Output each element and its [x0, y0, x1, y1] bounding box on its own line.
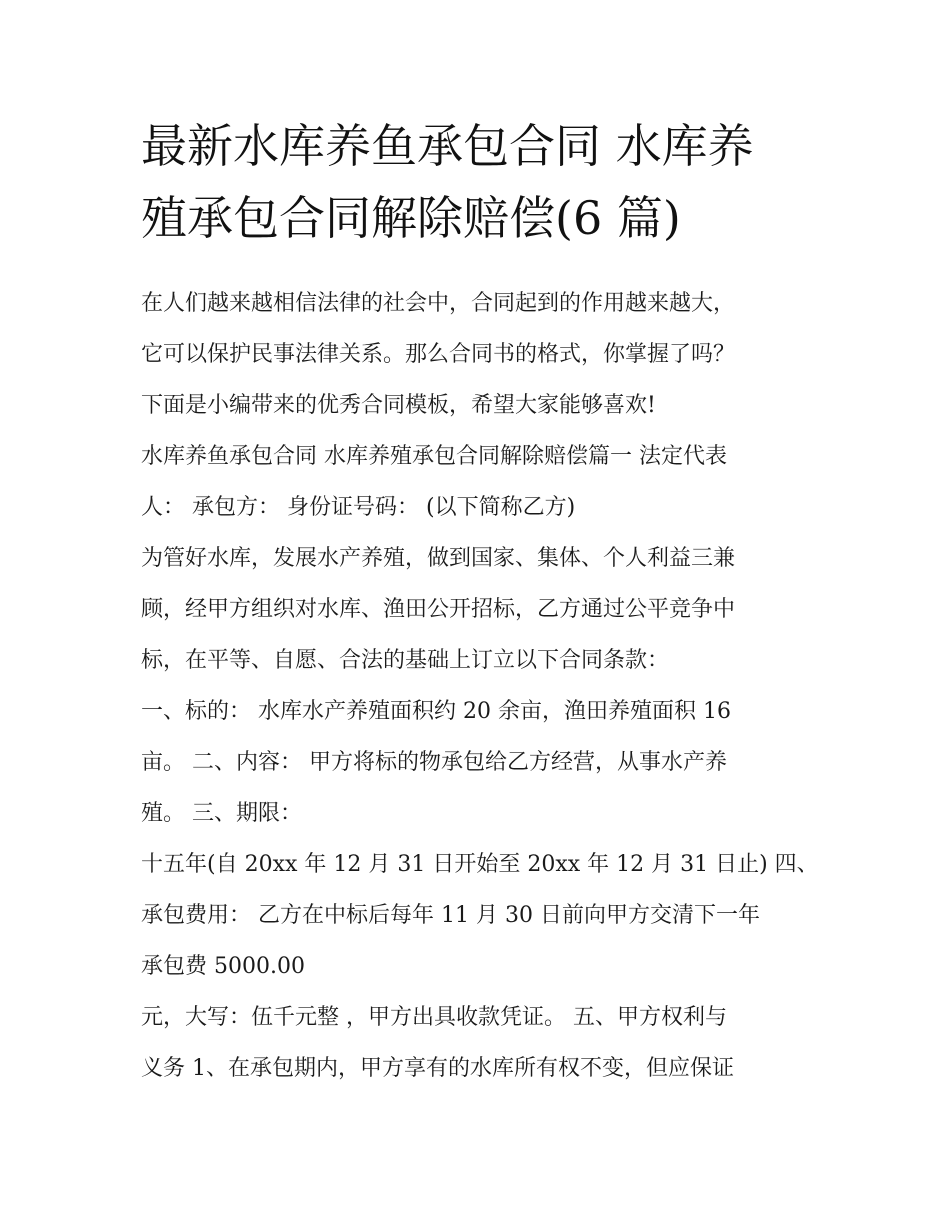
- body-line: 十五年(自 20xx 年 12 月 31 日开始至 20xx 年 12 月 31 日止) 四、: [141, 852, 819, 877]
- body-line: 顾，经甲方组织对水库、渔田公开招标，乙方通过公平竞争中: [141, 597, 736, 622]
- document-title: [141, 110, 821, 254]
- body-line: 承包费用： 乙方在中标后每年 11 月 30 日前向甲方交清下一年: [141, 903, 760, 928]
- body-line: 下面是小编带来的优秀合同模板，希望大家能够喜欢!: [141, 393, 656, 418]
- body-line: 为管好水库，发展水产养殖，做到国家、集体、个人利益三兼: [141, 546, 736, 571]
- body-line: 义务 1、在承包期内，甲方享有的水库所有权不变，但应保证: [141, 1056, 734, 1081]
- body-line: 亩。 二、内容： 甲方将标的物承包给乙方经营，从事水产养: [141, 750, 727, 775]
- body-line: 人： 承包方： 身份证号码： (以下简称乙方): [141, 495, 576, 520]
- body-line: 它可以保护民事法律关系。那么合同书的格式，你掌握了吗？: [141, 342, 736, 367]
- title-line: 最新水库养鱼承包合同 水库养: [141, 119, 754, 173]
- body-line: 殖。 三、期限：: [141, 801, 302, 826]
- body-line: 水库养鱼承包合同 水库养殖承包合同解除赔偿篇一 法定代表: [141, 444, 727, 469]
- document-body: [141, 278, 831, 1094]
- body-line: 承包费 5000.00: [141, 954, 305, 979]
- body-line: 元，大写：伍千元整 ，甲方出具收款凭证。 五、甲方权利与: [141, 1005, 727, 1030]
- body-line: 一、标的： 水库水产养殖面积约 20 余亩，渔田养殖面积 16: [141, 699, 731, 724]
- body-line: 在人们越来越相信法律的社会中，合同起到的作用越来越大，: [141, 291, 736, 316]
- body-line: 标，在平等、自愿、合法的基础上订立以下合同条款：: [141, 648, 670, 673]
- title-line: 殖承包合同解除赔偿(6 篇): [141, 191, 681, 245]
